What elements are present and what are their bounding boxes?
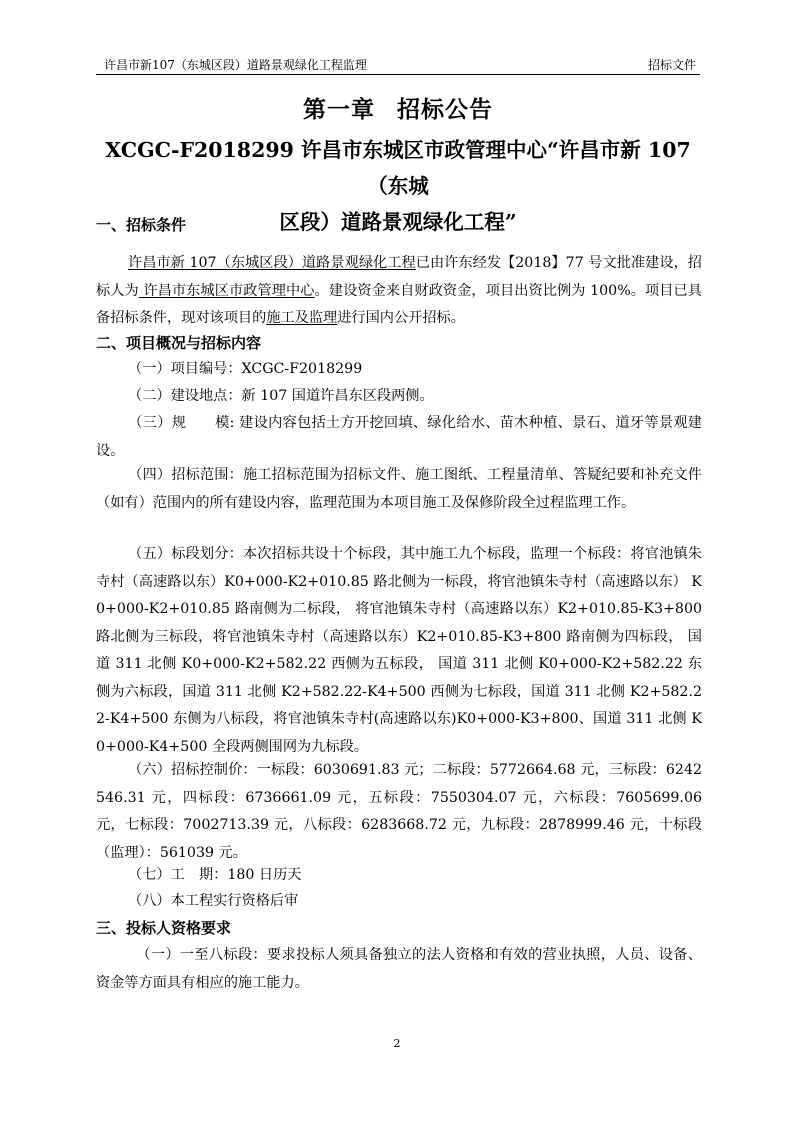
page-number: 2 bbox=[393, 1037, 401, 1050]
section-heading-project-overview: 二、项目概况与招标内容 bbox=[96, 334, 262, 352]
chapter-title bbox=[96, 93, 700, 127]
tenderer-name: 许昌市东城区市政管理中心 bbox=[138, 282, 315, 299]
section-heading-bidder-qualification: 三、投标人资格要求 bbox=[96, 919, 232, 937]
paragraph-bidder-qualification: （一）一至八标段：要求投标人须具备独立的法人资格和有效的营业执照，人员、设备、资金等方面具有相应的施工能力。 bbox=[96, 947, 702, 991]
chapter-name: 招标公告 bbox=[397, 96, 493, 123]
item-project-number: （一）项目编号：XCGC-F2018299 bbox=[128, 361, 363, 377]
chapter-number: 第一章 bbox=[303, 96, 375, 123]
item-lot-division: （五）标段划分：本次招标共设十个标段，其中施工九个标段，监理一个标段：将官池镇朱寺村（高速路以东）K0+000-K2+010.85 路北侧为一标段，将官池镇朱寺村（高速路以东） K0+000-K2+010.85 路南侧为二标段， 将官池镇朱寺村（高速路以东）K2+010.85-K3+800 路北侧为三标段，将官池镇朱寺村（高速路以东）K2+010.85-K3+800 路南侧为四标段， 国道 311 北侧 K0+000-K2+582.22 西侧为五标段， 国道 311 北侧 K0+000-K2+582.22 东侧为六标段，国道 311 北侧 K2+582.22-K4+500 西侧为七标段，国道 311 北侧 K2+582.22-K4+500 东侧为八标段，将官池镇朱寺村(高速路以东)K0+000-K3+800、国道 311 北侧 K0+000-K4+500 全段两侧围网为九标段。 bbox=[96, 546, 702, 755]
item-bid-range: （四）招标范围：施工招标范围为招标文件、施工图纸、工程量清单、答疑纪要和补充文件（如有）范围内的所有建设内容，监理范围为本项目施工及保修阶段全过程监理工作。 bbox=[96, 467, 702, 511]
item-location: （二）建设地点：新 107 国道许昌东区段两侧。 bbox=[128, 388, 434, 404]
item-qualification-review: （八）本工程实行资格后审 bbox=[128, 893, 299, 909]
page-header bbox=[96, 56, 700, 75]
header-document-title: 许昌市新107（东城区段）道路景观绿化工程监理 bbox=[104, 58, 367, 72]
section-heading-bid-conditions: 一、招标条件 bbox=[96, 216, 187, 234]
bid-scope: 施工及监理 bbox=[266, 310, 338, 326]
announcement-title bbox=[96, 132, 700, 240]
header-document-type: 招标文件 bbox=[647, 58, 696, 72]
item-scale: （三）规 模: 建设内容包括土方开挖回填、绿化给水、苗木种植、景石、道牙等景观建设。 bbox=[96, 415, 702, 459]
item-control-price: （六）招标控制价：一标段：6030691.83 元；二标段：5772664.68 元，三标段：6242546.31 元，四标段：6736661.09 元，五标段：7550304.07 元，六标段：7605699.06 元，七标段：7002713.39 元，八标段：6283668.72 元，九标段：2878999.46 元，十标段（监理）：561039 元。 bbox=[96, 762, 702, 861]
announcement-title-line1: XCGC-F2018299 许昌市东城区市政管理中心“许昌市新 107（东城 bbox=[105, 138, 691, 198]
paragraph-bid-conditions: 许昌市新 107（东城区段）道路景观绿化工程已由许东经发【2018】77 号文批准建设，招标人为 许昌市东城区市政管理中心。建设资金来自财政资金，项目出资比例为 100%。项目已具备招标条件，现对该项目的施工及监理进行国内公开招标。 bbox=[96, 255, 702, 326]
item-duration: （七）工 期：180 日历天 bbox=[128, 867, 302, 883]
announcement-title-line2: 区段）道路景观绿化工程” bbox=[279, 210, 517, 234]
project-name: 许昌市新 107（东城区段）道路景观绿化工程 bbox=[128, 255, 416, 271]
